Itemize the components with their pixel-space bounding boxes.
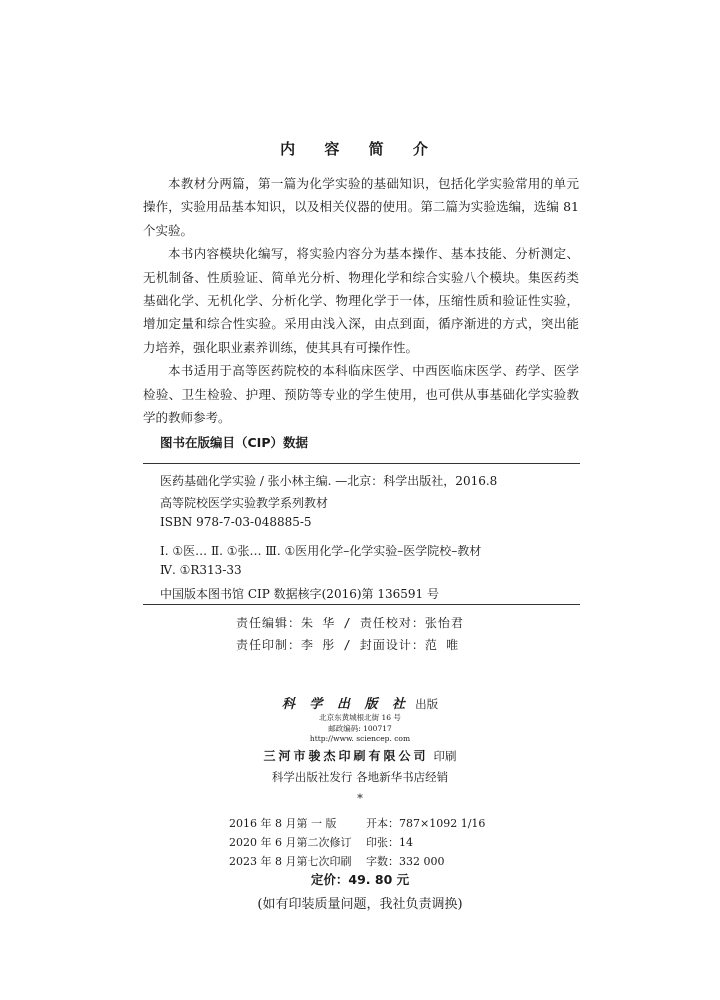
cip-top-rule bbox=[143, 463, 580, 464]
edition-row bbox=[229, 853, 445, 869]
format-info: 开本：787×1092 1/16 bbox=[366, 817, 486, 830]
content-summary-title: 内 容 简 介 bbox=[280, 140, 440, 158]
edition-date: 2016 年 8 月第 一 版 bbox=[229, 817, 337, 830]
printer-line bbox=[0, 745, 720, 764]
cip-classification-line: Ⅳ. ①R313-33 bbox=[160, 563, 242, 577]
cip-classification-line: Ⅰ. ①医… Ⅱ. ①张… Ⅲ. ①医用化学–化学实验–医学院校–教材 bbox=[160, 544, 482, 558]
sheets-info: 印张：14 bbox=[366, 836, 413, 849]
publisher-address: 北京东黄城根北街 16 号 bbox=[319, 713, 401, 722]
price: 定价：49. 80 元 bbox=[310, 872, 410, 887]
cip-heading: 图书在版编目（CIP）数据 bbox=[160, 435, 308, 450]
production-credits: 责任印制：李 彤 / 封面设计：范 唯 bbox=[236, 638, 460, 652]
intro-paragraph: 本教材分两篇，第一篇为化学实验的基础知识，包括化学实验常用的单元操作，实验用品基本知识，以及相关仪器的使用。第二篇为实验选编，选编 81 个实验。 bbox=[143, 176, 579, 238]
publisher-url: http://www. sciencep. com bbox=[309, 734, 411, 743]
cip-record-number: 中国版本图书馆 CIP 数据核字(2016)第 136591 号 bbox=[160, 587, 439, 601]
cip-isbn-line: ISBN 978-7-03-048885-5 bbox=[160, 515, 312, 529]
word-count: 字数：332 000 bbox=[366, 855, 445, 868]
publisher-suffix: 出版 bbox=[415, 697, 439, 711]
cip-title-line: 医药基础化学实验 / 张小林主编. —北京：科学出版社，2016.8 bbox=[160, 474, 498, 488]
printing-date: 2023 年 8 月第七次印刷 bbox=[229, 855, 352, 868]
publisher-line bbox=[0, 693, 720, 712]
separator-star: * bbox=[357, 791, 363, 805]
quality-notice: (如有印装质量问题，我社负责调换) bbox=[257, 897, 463, 912]
printer-logo: 三河市骏杰印刷有限公司 bbox=[263, 749, 429, 763]
edition-row bbox=[229, 815, 486, 831]
revision-date: 2020 年 6 月第二次修订 bbox=[229, 836, 352, 849]
intro-paragraph: 本书内容模块化编写，将实验内容分为基本操作、基本技能、分析测定、无机制备、性质验证、简单光分析、物理化学和综合实验八个模块。集医药类基础化学、无机化学、分析化学、物理化学于一体，压缩性质和验证性实验，增加定量和综合性实验。采用由浅入深，由点到面，循序渐进的方式，突出能力培养，强化职业素养训练，使其具有可操作性。 bbox=[143, 246, 579, 355]
distribution-line: 科学出版社发行 各地新华书店经销 bbox=[271, 770, 449, 784]
cip-series-line: 高等院校医学实验教学系列教材 bbox=[160, 496, 329, 510]
content-summary bbox=[143, 172, 579, 429]
editor-credits: 责任编辑：朱 华 / 责任校对：张怡君 bbox=[236, 616, 464, 630]
publisher-logo: 科 学 出 版 社 bbox=[281, 697, 410, 712]
cip-bottom-rule bbox=[143, 604, 580, 605]
printer-suffix: 印刷 bbox=[433, 749, 457, 763]
intro-paragraph: 本书适用于高等医药院校的本科临床医学、中西医临床医学、药学、医学检验、卫生检验、护理、预防等专业的学生使用，也可供从事基础化学实验教学的教师参考。 bbox=[143, 363, 579, 426]
publisher-postcode: 邮政编码: 100717 bbox=[328, 724, 392, 733]
edition-row bbox=[229, 834, 413, 850]
